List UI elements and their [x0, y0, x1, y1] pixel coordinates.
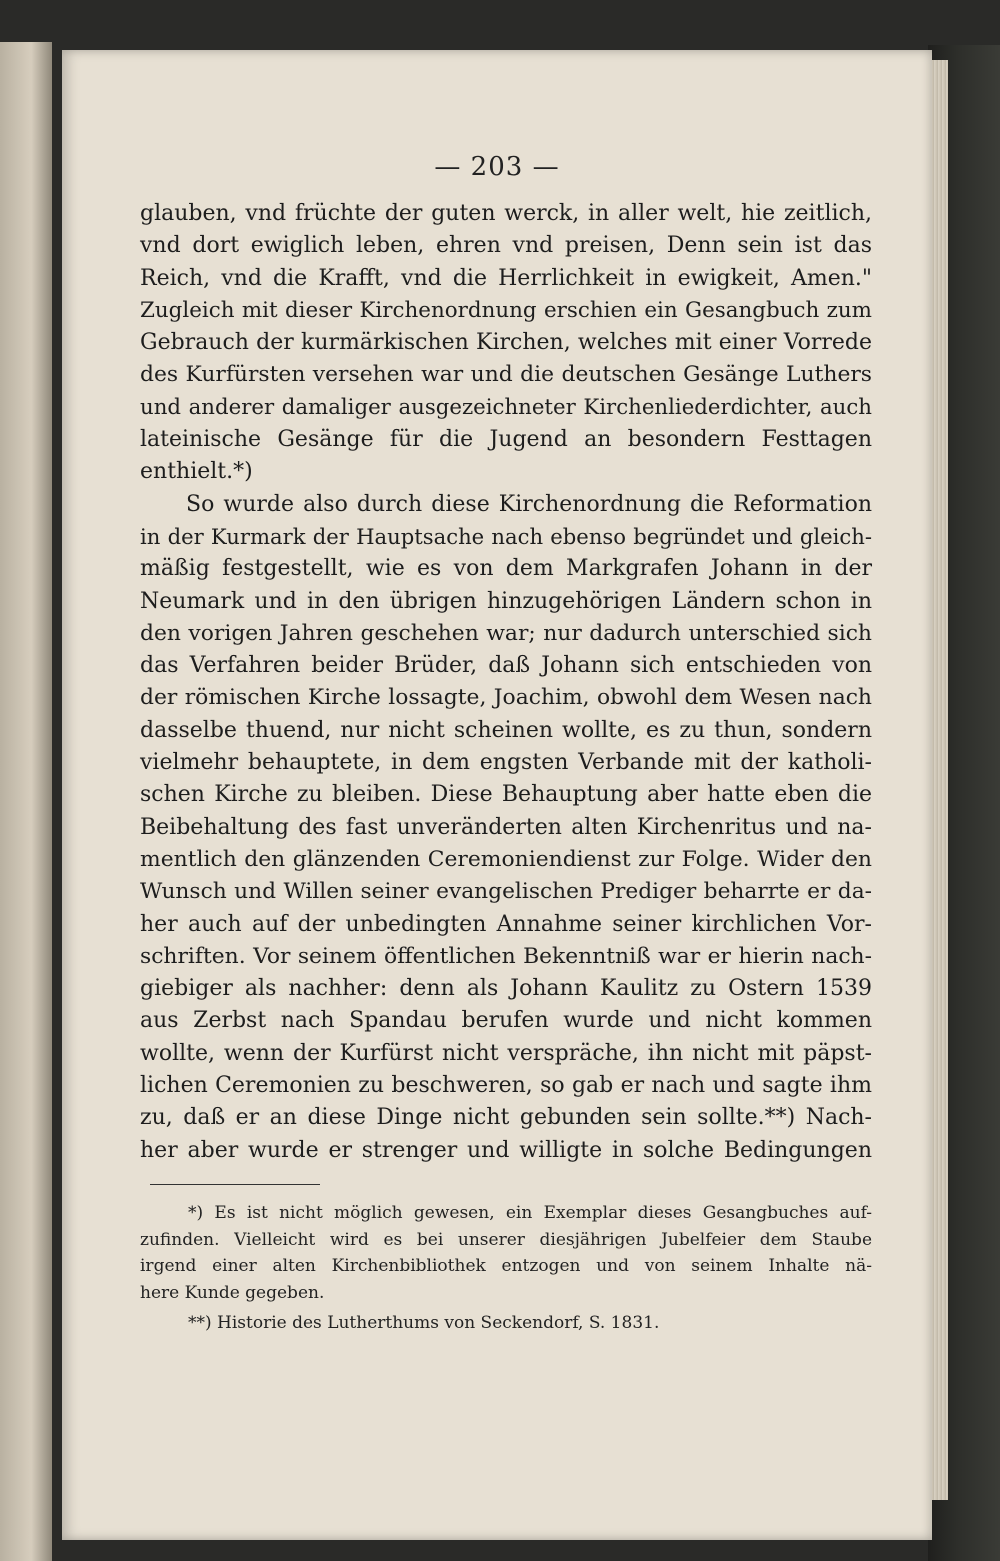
page-stack-edge	[930, 60, 948, 1500]
text-line: lichen Ceremonien zu beschweren, so gab er nach und sagte ihm	[140, 1073, 872, 1099]
text-line: her auch auf der unbedingten Annahme seiner kirchlichen Vor-	[140, 911, 872, 937]
text-line: vielmehr behauptete, in dem engsten Verbande mit der katholi-	[140, 750, 872, 776]
text-line: und anderer damaliger ausgezeichneter Kirchenliederdichter, auch	[140, 394, 872, 420]
text-line: den vorigen Jahren geschehen war; nur dadurch unterschied sich	[140, 620, 872, 646]
text-line: zu, daß er an diese Dinge nicht gebunden sein sollte.**) Nach-	[140, 1105, 872, 1131]
footnote-divider	[150, 1184, 320, 1185]
text-line: glauben, vnd früchte der guten werck, in aller welt, hie zeitlich,	[140, 201, 872, 226]
text-line: aus Zerbst nach Spandau berufen wurde und nicht kommen	[140, 1008, 872, 1034]
footnote-line: zufinden. Vielleicht wird es bei unserer diesjährigen Jubelfeier dem Staube	[140, 1229, 872, 1250]
book-page	[62, 50, 932, 1540]
text-line: lateinische Gesänge für die Jugend an besondern Festtagen	[140, 427, 872, 453]
text-line: das Verfahren beider Brüder, daß Johann sich entschieden von	[140, 653, 872, 679]
footnote-line: **) Historie des Lutherthums von Seckendorf, S. 1831.	[188, 1313, 660, 1333]
text-line: dasselbe thuend, nur nicht scheinen wollte, es zu thun, sondern	[140, 717, 872, 743]
text-line: Neumark und in den übrigen hinzugehörigen Ländern schon in	[140, 588, 872, 614]
footnote-line: here Kunde gegeben.	[140, 1282, 325, 1303]
text-line: schen Kirche zu bleiben. Diese Behauptung aber hatte eben die	[140, 782, 872, 808]
text-line: in der Kurmark der Hauptsache nach ebenso begründet und gleich-	[140, 523, 872, 549]
footnote-line: irgend einer alten Kirchenbibliothek entzogen und von seinem Inhalte nä-	[140, 1256, 872, 1276]
text-line: Gebrauch der kurmärkischen Kirchen, welches mit einer Vorrede	[140, 330, 872, 356]
footnote-line: *) Es ist nicht möglich gewesen, ein Exemplar dieses Gesangbuches auf-	[188, 1203, 872, 1223]
text-line: mäßig festgestellt, wie es von dem Markgrafen Johann in der	[140, 556, 872, 582]
text-line: giebiger als nachher: denn als Johann Kaulitz zu Ostern 1539	[140, 976, 872, 1002]
text-line: enthielt.*)	[140, 459, 253, 485]
footnotes	[140, 1200, 872, 1337]
text-line: der römischen Kirche lossagte, Joachim, obwohl dem Wesen nach	[140, 685, 872, 711]
text-line: So wurde also durch diese Kirchenordnung die Reformation	[186, 491, 872, 517]
page-number: — 203 —	[434, 152, 560, 182]
text-line: Beibehaltung des fast unveränderten alten Kirchenritus und na-	[140, 814, 872, 840]
left-page-edge	[0, 42, 52, 1561]
text-line: Zugleich mit dieser Kirchenordnung erschien ein Gesangbuch zum	[140, 297, 872, 323]
text-line: des Kurfürsten versehen war und die deutschen Gesänge Luthers	[140, 362, 872, 388]
text-line: her aber wurde er strenger und willigte in solche Bedingungen	[140, 1137, 872, 1163]
text-line: vnd dort ewiglich leben, ehren vnd preisen, Denn sein ist das	[140, 233, 872, 259]
text-line: mentlich den glänzenden Ceremoniendienst zur Folge. Wider den	[140, 846, 872, 872]
text-line: schriften. Vor seinem öffentlichen Bekenntniß war er hierin nach-	[140, 943, 872, 969]
text-line: Wunsch und Willen seiner evangelischen Prediger beharrte er da-	[140, 879, 872, 905]
text-line: Reich, vnd die Krafft, vnd die Herrlichkeit in ewigkeit, Amen."	[140, 265, 872, 291]
body-text	[140, 198, 872, 1167]
text-line: wollte, wenn der Kurfürst nicht verspräche, ihn nicht mit päpst-	[140, 1040, 872, 1066]
